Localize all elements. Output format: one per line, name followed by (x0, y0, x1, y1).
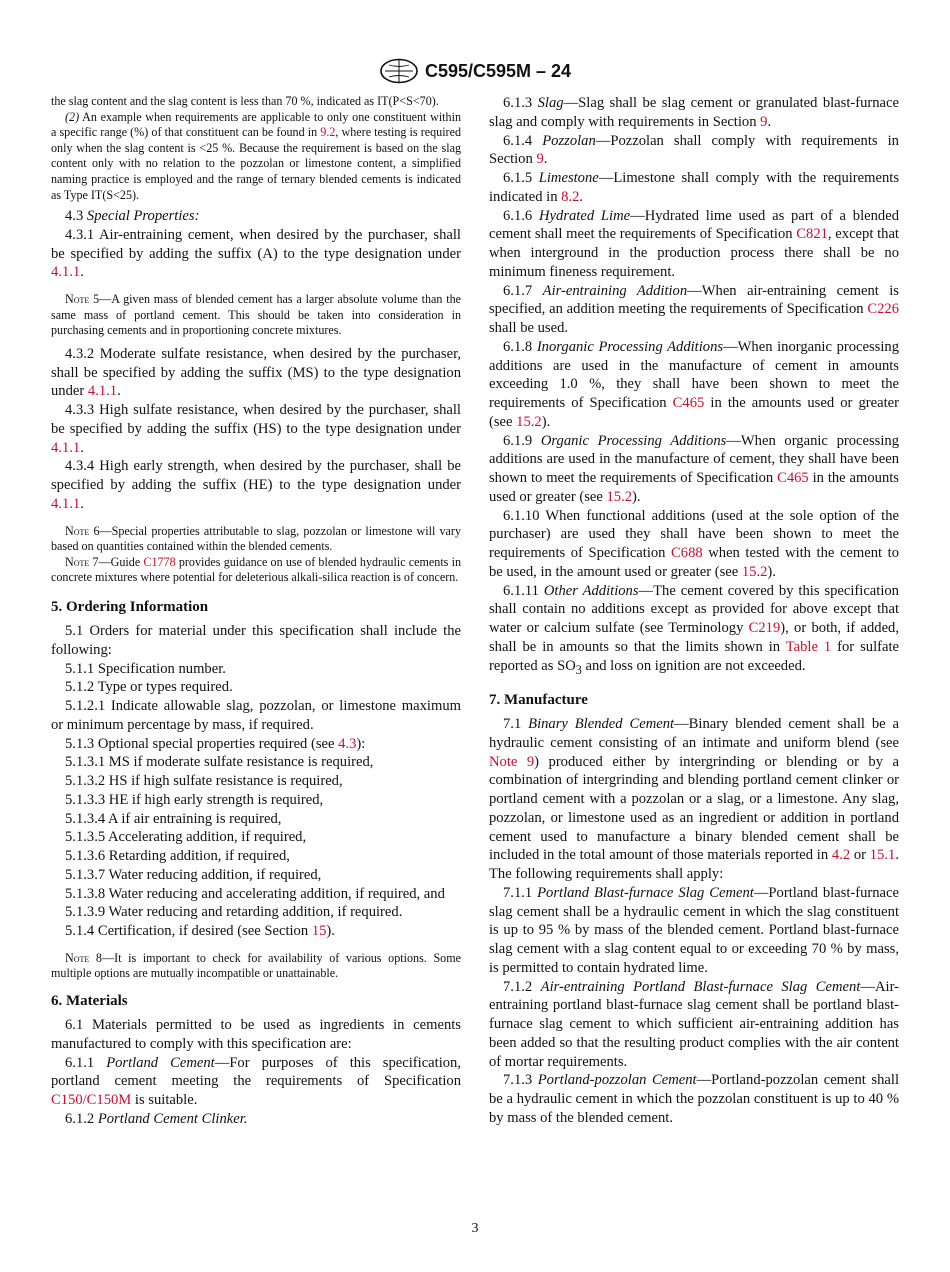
link-15-2[interactable]: 15.2 (606, 488, 633, 505)
text: —When organic processing additions are used in the manufacture of cement, they shall have been shown to meet the requirements of Specification (489, 432, 899, 486)
text: 4.3.1 Air-entraining cement, when desired by the purchaser, shall be specified by adding the suffix (A) to the type designation under (51, 226, 461, 262)
section-title: Air-entraining Portland Blast-furnace Slag Cement (540, 978, 861, 995)
text: when tested with the cement to be used, in the amount used or greater (see (489, 545, 899, 580)
paragraph: 5.1.2 Type or types required. (65, 679, 233, 696)
section-heading-6: 6. Materials (51, 993, 128, 1009)
link-4-2[interactable]: 4.2 (831, 847, 851, 864)
paragraph (51, 1110, 461, 1129)
text: . (80, 495, 84, 512)
link-8-2[interactable]: 8.2 (561, 188, 580, 205)
section-title: Portland Cement (106, 1054, 215, 1071)
link-9-2[interactable]: 9.2 (320, 125, 336, 140)
link-c226[interactable]: C226 (867, 301, 899, 318)
text: ). (767, 563, 776, 580)
text: —It is important to check for availability of various options. Some multiple options are mutually incompatible or unattainable. (51, 950, 461, 981)
link-section-9[interactable]: 9 (536, 151, 544, 168)
section-title: Slag (537, 95, 564, 111)
text: . (80, 264, 84, 281)
paragraph (489, 715, 899, 884)
note-paragraph (51, 110, 461, 204)
paragraph: 5.1.1 Specification number. (65, 660, 226, 677)
list-item: 5.1.3.5 Accelerating addition, if required, (65, 829, 307, 846)
text: —Air-entraining portland blast-furnace slag cement shall be portland blast-furnace slag cement to which sufficient air-entraining addition has been added so that the resulting product complies with the air content of mortar requirements. (489, 978, 899, 1070)
paragraph (51, 1054, 461, 1110)
paragraph (489, 169, 899, 207)
section-number: 6.1.3 (503, 95, 533, 111)
text: 4.3.3 High sulfate resistance, when desired by the purchaser, shall be specified by adding the suffix (HS) to the type designation under (51, 402, 461, 437)
note-5 (51, 292, 461, 339)
text: ): (356, 735, 366, 752)
list-item: 5.1.3.4 A if air entraining is required, (65, 810, 282, 827)
text: —Pozzolan shall comply with requirements in Section (489, 132, 899, 168)
paragraph (489, 978, 899, 1072)
paragraph (51, 401, 461, 457)
text: —When inorganic processing additions are used in the manufacture of cement in amounts exceeding 1.0 %, they shall have been shown to meet the requirements of Specification (489, 338, 899, 411)
paragraph (489, 432, 899, 507)
section-title: Portland Blast-furnace Slag Cement (537, 884, 754, 901)
link-c821[interactable]: C821 (796, 226, 828, 243)
link-c150[interactable]: C150/C150M (51, 1092, 132, 1108)
link-15-2[interactable]: 15.2 (741, 563, 768, 580)
text: or (850, 847, 870, 864)
text: ), or both, if added, shall be in amounts so that the limits shown in (489, 620, 900, 655)
section-number: 6.1.1 (65, 1054, 95, 1071)
text: —Guide (98, 554, 144, 569)
text: , except that when interground in the production process there shall be no minimum fineness requirement. (489, 226, 899, 280)
section-number: 4.3 (65, 208, 84, 225)
section-number: 6.1.7 (503, 282, 533, 299)
link-4-1-1[interactable]: 4.1.1 (87, 383, 118, 400)
section-heading-7: 7. Manufacture (489, 692, 588, 709)
section-title: Portland-pozzolan Cement (537, 1072, 697, 1089)
link-4-1-1[interactable]: 4.1.1 (51, 264, 81, 281)
paragraph (489, 582, 899, 680)
text: in the amounts used or greater (see (489, 395, 900, 430)
text: ). (541, 413, 551, 430)
list-item: 5.1.3.7 Water reducing addition, if required, (65, 866, 322, 883)
section-title: Portland Cement Clinker. (97, 1110, 248, 1127)
section-heading-5: 5. Ordering Information (51, 599, 209, 616)
section-number: 7.1 (503, 716, 522, 733)
link-c1778[interactable]: C1778 (143, 554, 176, 569)
link-15-2[interactable]: 15.2 (516, 413, 542, 430)
link-note-9[interactable]: Note 9 (489, 753, 535, 770)
section-title: Inorganic Processing Additions (536, 338, 724, 355)
text: ) produced either by intergrinding or blending or by a combination of intergrinding and blending portland cement clinker or portland cement with a pozzolan or a slag, or a limestone. Any slag, pozzolan, or limestone used as an ingredient or addition in portland cement used to manufacture a binary blended cement shall be included in the total amount of those materials reported in (489, 753, 899, 864)
paragraph (51, 457, 461, 513)
paragraph: the slag content and the slag content is less than 70 %, indicated as IT(P<S<70). (51, 94, 439, 108)
text: for sulfate reported as SO (489, 638, 899, 674)
text: —Slag shall be slag cement or granulated blast-furnace slag and comply with requirements in Section (489, 95, 899, 130)
paragraph: 5.1.2.1 Indicate allowable slag, pozzolan, or limestone maximum or minimum percentage by mass, if required. (51, 698, 461, 733)
text: —Binary blended cement shall be a hydraulic cement consisting of an intimate and uniform blend (see (489, 716, 899, 751)
left-column (51, 94, 461, 1129)
page-number: 3 (471, 1221, 479, 1236)
paragraph (489, 338, 899, 432)
section-title: Binary Blended Cement (528, 716, 675, 733)
text: is suitable. (131, 1092, 198, 1108)
link-15-1[interactable]: 15.1 (869, 847, 896, 864)
note-7 (51, 555, 461, 586)
section-number: 6.1.8 (503, 338, 533, 355)
text: . (579, 188, 584, 205)
link-c465[interactable]: C465 (777, 470, 809, 486)
text: . The following requirements shall apply: (489, 847, 899, 883)
text: in the amounts used or greater (see (489, 470, 899, 505)
text: An example when requirements are applicable to only one constituent within a specific range (%) of that constituent can be found in (51, 109, 461, 140)
link-c219[interactable]: C219 (748, 620, 781, 636)
section-number: 7.1.2 (503, 978, 533, 995)
text: —Limestone shall comply with the requirements indicated in (489, 170, 900, 205)
text: —Portland-pozzolan cement shall be a hydraulic cement in which the pozzolan constituent is up to 40 % by mass of the blended cement. (489, 1072, 899, 1126)
note-label: Note 6 (65, 523, 100, 538)
section-title: Organic Processing Additions (540, 432, 727, 449)
list-item: 5.1.3.9 Water reducing and retarding addition, if required. (65, 904, 403, 921)
paragraph (51, 735, 461, 754)
text: 6.1.10 When functional additions (used at the sole option of the purchaser) are used they shall have been shown to meet the requirements of Specification (489, 507, 899, 561)
text: 4.3.2 Moderate sulfate resistance, when desired by the purchaser, shall be specified by adding the suffix (MS) to the type designation under (51, 345, 461, 400)
text: provides guidance on use of blended hydraulic cements in concrete mixtures where potential for deleterious alkali-silica reaction is of concern. (51, 554, 461, 585)
text: shall be used. (489, 320, 569, 336)
note-label: Note 7 (65, 554, 99, 569)
link-15[interactable]: 15 (311, 923, 327, 940)
section-title: Limestone (538, 170, 599, 186)
text: —Portland blast-furnace slag cement shall be a hydraulic cement in which the slag constituent is up to 95 % by mass of the blended cement. Portland blast-furnace slag cement with a slag content equal to or exceeding 70 % by mass, is permitted to contain hydrated lime. (489, 884, 899, 976)
paragraph (489, 94, 899, 132)
text: —For purposes of this specification, portland cement meeting the requirements of Specification (51, 1054, 462, 1090)
link-section-9[interactable]: 9 (760, 113, 768, 130)
section-title: Air-entraining Addition (542, 282, 688, 299)
paragraph: 5.1 Orders for material under this specification shall include the following: (51, 623, 461, 658)
list-item: 5.1.3.2 HS if high sulfate resistance is required, (65, 773, 343, 790)
text: 4.3.4 High early strength, when desired by the purchaser, shall be specified by adding the suffix (HE) to the type designation under (51, 458, 461, 494)
section-number: 6.1.11 (503, 582, 539, 599)
subscript: 3 (575, 662, 582, 677)
text: . (767, 113, 772, 130)
list-item: 5.1.3.8 Water reducing and accelerating addition, if required, and (65, 885, 445, 902)
section-title: Special Properties: (86, 208, 200, 225)
section-number: 6.1.5 (503, 170, 533, 186)
page-header (0, 56, 950, 86)
link-4-3[interactable]: 4.3 (338, 735, 357, 752)
note-label: Note 5 (65, 292, 100, 307)
section-number: 6.1.4 (503, 132, 533, 149)
text: . (117, 383, 121, 400)
text: and loss on ignition are not exceeded. (581, 657, 806, 674)
subsection-heading (51, 207, 461, 226)
text: —A given mass of blended cement has a larger absolute volume than the same mass of portland cement. This should be taken into consideration in purchasing cements and in proportioning concrete mixtures. (51, 292, 462, 338)
paragraph (489, 132, 899, 170)
text: —Special properties attributable to slag, pozzolan or limestone will vary based on quantities contained within the blended cements. (51, 523, 462, 554)
paragraph (489, 1071, 899, 1127)
text: —Hydrated lime used as part of a blended cement shall meet the requirements of Specification (489, 207, 899, 243)
list-item: 5.1.3.1 MS if moderate sulfate resistance is required, (65, 754, 374, 771)
section-title: Other Additions (543, 582, 639, 599)
paragraph (51, 226, 461, 282)
paragraph (51, 922, 461, 941)
paragraph (51, 345, 461, 401)
list-number: (2) (65, 109, 80, 124)
note-8 (51, 951, 461, 982)
link-c465[interactable]: C465 (672, 395, 705, 411)
text: —The cement covered by this specification shall contain no additions except as provided for above except that water or calcium sulfate (see Terminology (489, 582, 899, 636)
link-c688[interactable]: C688 (671, 545, 703, 561)
text: ). (632, 488, 641, 505)
section-number: 6.1.2 (65, 1110, 95, 1127)
link-4-1-1[interactable]: 4.1.1 (51, 495, 81, 512)
section-title: Hydrated Lime (539, 207, 631, 224)
astm-logo-icon (379, 58, 419, 84)
text: ). (326, 923, 335, 940)
list-item: 5.1.3.6 Retarding addition, if required, (65, 848, 290, 865)
paragraph (489, 282, 899, 338)
text: —When air-entraining cement is specified, an addition meeting the requirements of Specification (489, 282, 899, 318)
right-column (489, 94, 899, 1128)
note-label: Note 8 (65, 950, 102, 965)
note-6 (51, 524, 461, 555)
list-item: 5.1.3.3 HE if high early strength is required, (65, 791, 324, 808)
link-table-1[interactable]: Table 1 (785, 638, 832, 655)
paragraph (489, 884, 899, 978)
paragraph (489, 207, 899, 282)
paragraph: 6.1 Materials permitted to be used as ingredients in cements manufactured to comply with this specification are: (51, 1017, 461, 1052)
text: . (543, 151, 548, 168)
section-number: 7.1.3 (503, 1072, 533, 1089)
link-4-1-1[interactable]: 4.1.1 (51, 439, 81, 456)
document-designation: C595/C595M – 24 (424, 60, 572, 81)
section-number: 7.1.1 (503, 884, 533, 901)
text: , where testing is required only when the slag content is <25 %. Because the requirement is based on the slag content only with no relation to the pozzolan or limestone content, a simplified naming practice is employed and the range of ternary blended cements is indicated as Type IT(S<25). (51, 125, 461, 202)
section-number: 6.1.6 (503, 207, 533, 224)
text: 5.1.4 Certification, if desired (see Section (65, 923, 312, 940)
paragraph (489, 507, 899, 582)
text: . (80, 439, 84, 456)
section-number: 6.1.9 (503, 432, 533, 449)
text: 5.1.3 Optional special properties required (see (65, 735, 339, 752)
section-title: Pozzolan (542, 132, 596, 149)
